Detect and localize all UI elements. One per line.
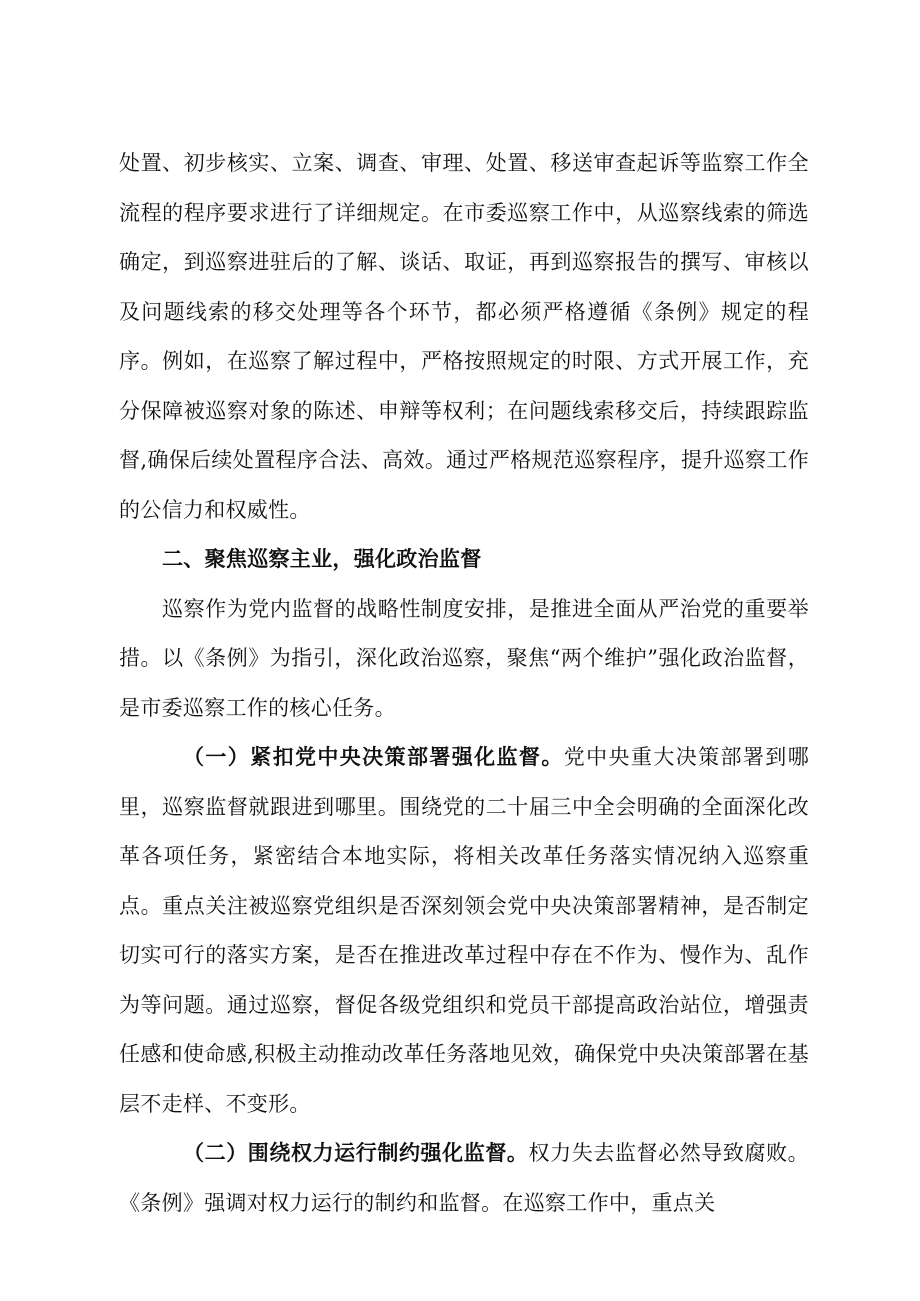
item-1-body: 党中央重大决策部署到哪里，巡察监督就跟进到哪里。围绕党的二十届三中全会明确的全面深化改革各项任务，紧密结合本地实际，将相关改革任务落实情况纳入巡察重点。重点关注被巡察党组织是否深刻领会党中央决策部署精神，是否制定切实可行的落实方案，是否在推进改革过程中存在不作为、慢作为、乱作为等问题。通过巡察，督促各级党组织和党员干部提高政治站位，增强责任感和使命感,积极主动推动改革任务落地见效，确保党中央决策部署在基层不走样、不变形。	[119, 745, 809, 1116]
item-2-paragraph	[119, 1129, 809, 1228]
document-body	[119, 139, 809, 1228]
continued-paragraph: 处置、初步核实、立案、调查、审理、处置、移送审查起诉等监察工作全流程的程序要求进行了详细规定。在市委巡察工作中，从巡察线索的筛选确定，到巡察进驻后的了解、谈话、取证，再到巡察报告的撰写、审核以及问题线索的移交处理等各个环节，都必须严格遵循《条例》规定的程序。例如，在巡察了解过程中，严格按照规定的时限、方式开展工作，充分保障被巡察对象的陈述、申辩等权利；在问题线索移交后，持续跟踪监督,确保后续处置程序合法、高效。通过严格规范巡察程序，提升巡察工作的公信力和权威性。	[119, 151, 809, 522]
section-heading: 二、聚焦巡察主业，强化政治监督	[162, 547, 482, 571]
item-2-body: 权力失去监督必然导致腐败。《条例》强调对权力运行的制约和监督。在巡察工作中，重点关	[119, 1141, 809, 1215]
section-intro-paragraph: 巡察作为党内监督的战略性制度安排，是推进全面从严治党的重要举措。以《条例》为指引，深化政治巡察，聚焦“两个维护”强化政治监督，是市委巡察工作的核心任务。	[119, 596, 809, 720]
item-1-paragraph	[119, 733, 809, 1129]
item-2-lead: （二）围绕权力运行制约强化监督。	[183, 1141, 529, 1165]
item-1-lead: （一）紧扣党中央决策部署强化监督。	[183, 745, 564, 769]
